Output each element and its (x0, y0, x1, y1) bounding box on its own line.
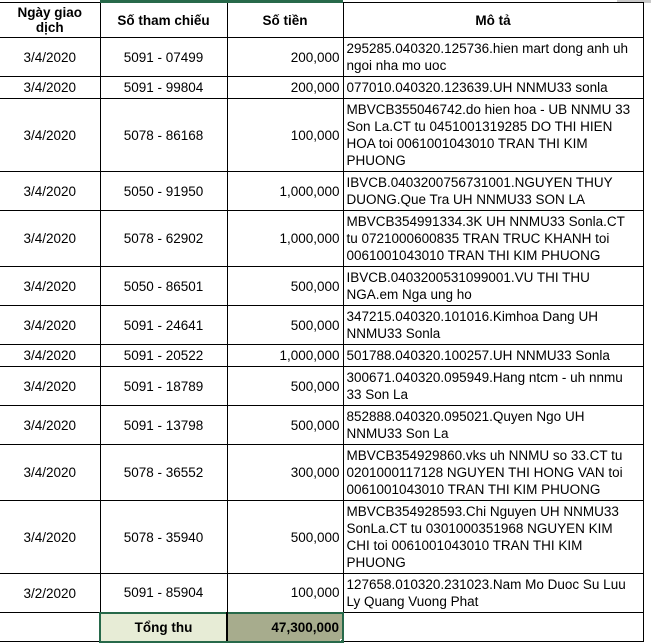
total-row (0, 613, 643, 642)
cell-description[interactable]: 295285.040320.125736.hien mart dong anh uh ngoi nha mo uoc (343, 38, 643, 77)
total-row-empty-date[interactable] (0, 613, 100, 642)
table-row (0, 345, 643, 367)
cell-amount[interactable]: 300,000 (227, 445, 343, 501)
table-row (0, 99, 643, 172)
header-cell-amount[interactable]: Số tiền (227, 3, 343, 38)
cell-description[interactable]: IBVCB.0403200531099001.VU THI THU NGA.em Nga ung ho (343, 267, 643, 306)
cell-amount[interactable]: 1,000,000 (227, 211, 343, 267)
cell-reference-number[interactable]: 5078 - 36552 (100, 445, 227, 501)
total-amount-cell[interactable] (227, 613, 343, 642)
cell-amount[interactable]: 1,000,000 (227, 345, 343, 367)
cell-transaction-date[interactable]: 3/4/2020 (0, 501, 100, 574)
cell-description[interactable]: IBVCB.0403200756731001.NGUYEN THUY DUONG.Que Tra UH NNMU33 SON LA (343, 172, 643, 211)
transactions-table (0, 2, 644, 643)
table-body (0, 38, 643, 613)
total-row-empty-description[interactable] (343, 613, 643, 642)
cell-transaction-date[interactable]: 3/4/2020 (0, 172, 100, 211)
cell-transaction-date[interactable]: 3/4/2020 (0, 445, 100, 501)
cell-transaction-date[interactable]: 3/4/2020 (0, 267, 100, 306)
table-row (0, 445, 643, 501)
header-cell-date[interactable]: Ngày giao dịch (0, 3, 100, 38)
cell-description[interactable]: 347215.040320.101016.Kimhoa Dang UH NNMU33 Sonla (343, 306, 643, 345)
table-row (0, 77, 643, 99)
cell-amount[interactable]: 500,000 (227, 406, 343, 445)
cell-description[interactable]: 501788.040320.100257.UH NNMU33 Sonla (343, 345, 643, 367)
total-label-cell[interactable]: Tổng thu (100, 613, 227, 642)
cell-amount[interactable]: 500,000 (227, 306, 343, 345)
cell-amount[interactable]: 500,000 (227, 367, 343, 406)
cell-transaction-date[interactable]: 3/4/2020 (0, 77, 100, 99)
cell-transaction-date[interactable]: 3/4/2020 (0, 367, 100, 406)
header-cell-description[interactable]: Mô tả (343, 3, 643, 38)
cell-transaction-date[interactable]: 3/4/2020 (0, 211, 100, 267)
cell-description[interactable]: MBVCB354928593.Chi Nguyen UH NNMU33 SonLa.CT tu 0301000351968 NGUYEN KIM CHI toi 0061001043010 TRAN THI KIM PHUONG (343, 501, 643, 574)
fill-handle[interactable] (340, 639, 343, 642)
cell-description[interactable]: 300671.040320.095949.Hang ntcm - uh nnmu 33 Son La (343, 367, 643, 406)
table-row (0, 211, 643, 267)
cell-transaction-date[interactable]: 3/4/2020 (0, 99, 100, 172)
cell-description[interactable]: 852888.040320.095021.Quyen Ngo UH NNMU33 Son La (343, 406, 643, 445)
cell-description[interactable]: MBVCB354991334.3K UH NNMU33 Sonla.CT tu 0721000600835 TRAN TRUC KHANH toi 0061001043010 TRAN THI KIM PHUONG (343, 211, 643, 267)
cell-transaction-date[interactable]: 3/4/2020 (0, 345, 100, 367)
cell-reference-number[interactable]: 5091 - 20522 (100, 345, 227, 367)
cell-amount[interactable]: 200,000 (227, 77, 343, 99)
cell-reference-number[interactable]: 5091 - 07499 (100, 38, 227, 77)
cell-amount[interactable]: 100,000 (227, 574, 343, 613)
table-footer (0, 613, 643, 642)
cell-reference-number[interactable]: 5050 - 91950 (100, 172, 227, 211)
cell-reference-number[interactable]: 5091 - 18789 (100, 367, 227, 406)
cell-amount[interactable]: 100,000 (227, 99, 343, 172)
selection-edge-top (100, 0, 343, 3)
cell-description[interactable]: MBVCB354929860.vks uh NNMU so 33.CT tu 0201000117128 NGUYEN THI HONG VAN toi 0061001043010 TRAN THI KIM PHUONG (343, 445, 643, 501)
table-row (0, 574, 643, 613)
table-row (0, 38, 643, 77)
cell-reference-number[interactable]: 5078 - 35940 (100, 501, 227, 574)
cell-transaction-date[interactable]: 3/2/2020 (0, 574, 100, 613)
header-cell-reference[interactable]: Số tham chiếu (100, 3, 227, 38)
header-row (0, 3, 643, 38)
cell-description[interactable]: 127658.010320.231023.Nam Mo Duoc Su Luu Ly Quang Vuong Phat (343, 574, 643, 613)
cell-amount[interactable]: 200,000 (227, 38, 343, 77)
cell-reference-number[interactable]: 5078 - 86168 (100, 99, 227, 172)
cell-description[interactable]: 077010.040320.123639.UH NNMU33 sonla (343, 77, 643, 99)
cell-transaction-date[interactable]: 3/4/2020 (0, 406, 100, 445)
cell-reference-number[interactable]: 5091 - 13798 (100, 406, 227, 445)
cell-description[interactable]: MBVCB355046742.do hien hoa - UB NNMU 33 Son La.CT tu 0451001319285 DO THI HIEN HOA toi 0061001043010 TRAN THI KIM PHUONG (343, 99, 643, 172)
cell-reference-number[interactable]: 5078 - 62902 (100, 211, 227, 267)
table-row (0, 306, 643, 345)
cell-amount[interactable]: 1,000,000 (227, 172, 343, 211)
table-row (0, 267, 643, 306)
table-row (0, 367, 643, 406)
cell-amount[interactable]: 500,000 (227, 501, 343, 574)
cell-transaction-date[interactable]: 3/4/2020 (0, 38, 100, 77)
cell-reference-number[interactable]: 5050 - 86501 (100, 267, 227, 306)
cell-amount[interactable]: 500,000 (227, 267, 343, 306)
cell-transaction-date[interactable]: 3/4/2020 (0, 306, 100, 345)
table-row (0, 501, 643, 574)
table-header (0, 3, 643, 38)
cell-reference-number[interactable]: 5091 - 99804 (100, 77, 227, 99)
cell-reference-number[interactable]: 5091 - 24641 (100, 306, 227, 345)
table-row (0, 406, 643, 445)
cell-reference-number[interactable]: 5091 - 85904 (100, 574, 227, 613)
table-row (0, 172, 643, 211)
total-amount-value: 47,300,000 (271, 619, 339, 635)
